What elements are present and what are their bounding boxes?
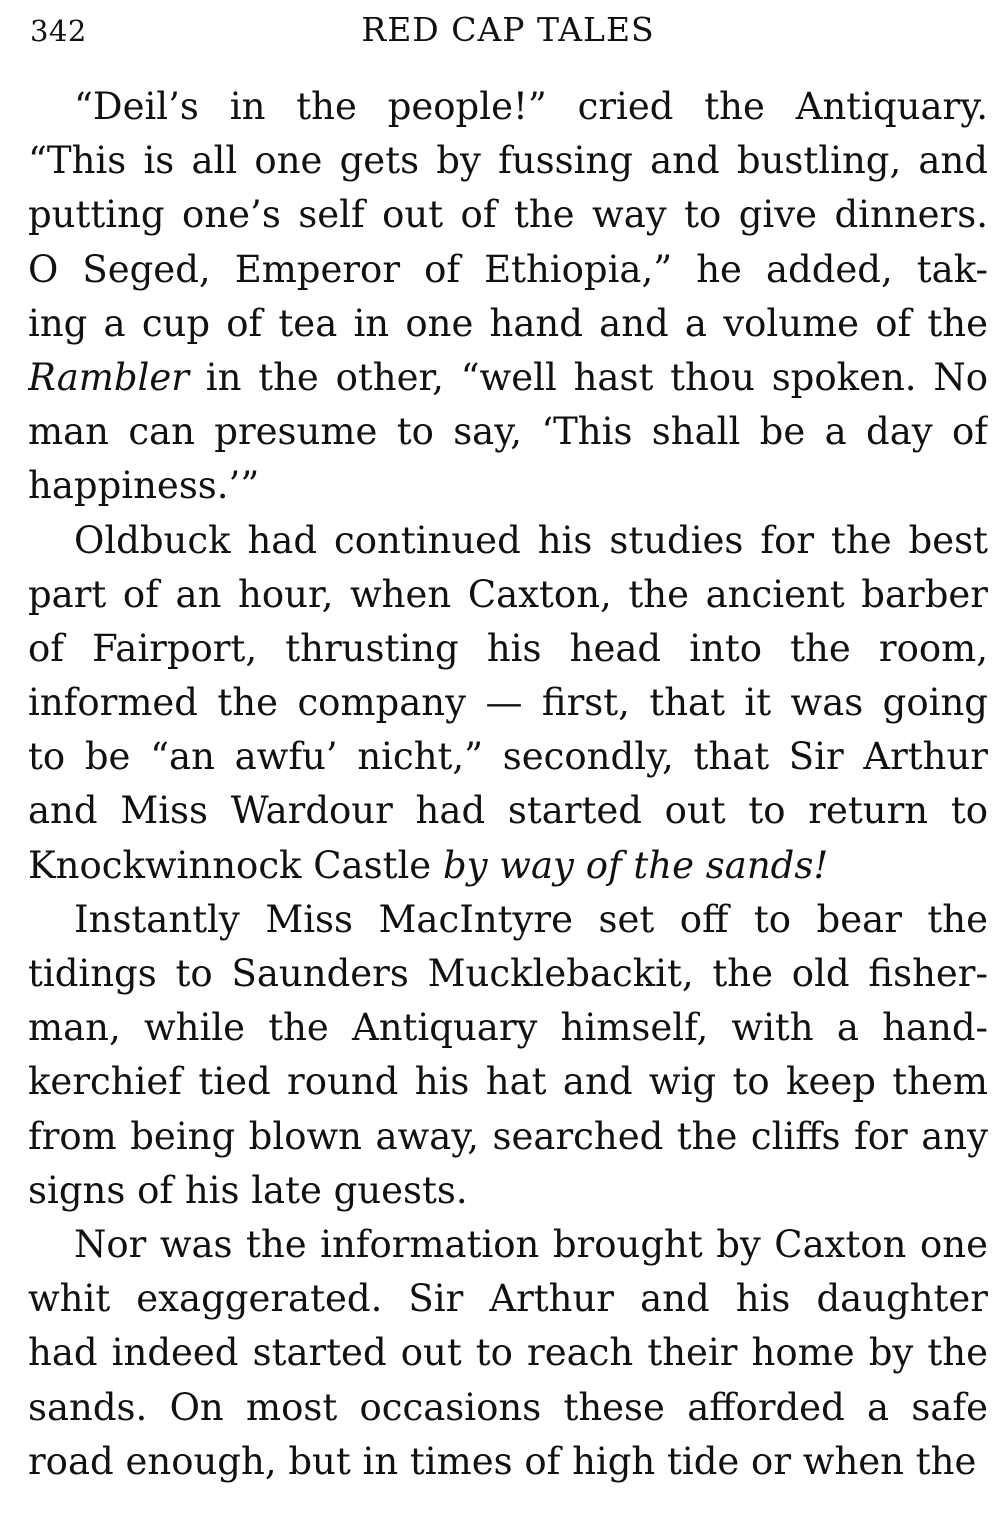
text-run: O Seged, Emperor of Ethiopia,” he added, tak- xyxy=(28,247,988,291)
text-line xyxy=(28,297,988,351)
text-run: informed the company — first, that it was going xyxy=(28,681,988,725)
text-run: Nor was the information brought by Caxton one xyxy=(74,1222,988,1266)
italic-text: by way of the sands! xyxy=(442,843,829,887)
text-line xyxy=(28,676,988,730)
text-line xyxy=(28,243,988,297)
text-line xyxy=(28,568,988,622)
text-line xyxy=(28,188,988,242)
text-run: Knockwinnock Castle xyxy=(28,843,443,887)
italic-text: Rambler xyxy=(28,355,189,399)
text-line xyxy=(28,784,988,838)
text-line xyxy=(28,1272,988,1326)
running-title: RED CAP TALES xyxy=(361,10,655,49)
text-line xyxy=(28,622,988,676)
text-line xyxy=(28,1381,988,1435)
text-line xyxy=(28,947,988,1001)
text-run: to be “an awfu’ nicht,” secondly, that Sir Arthur xyxy=(28,735,988,779)
text-line xyxy=(28,1435,988,1489)
paragraph xyxy=(28,80,988,514)
text-run: sands. On most occasions these afforded a safe xyxy=(28,1385,988,1429)
text-run: and Miss Wardour had started out to return to xyxy=(28,789,988,833)
text-run: happiness.’” xyxy=(28,464,260,508)
text-run: from being blown away, searched the cliffs for any xyxy=(28,1114,988,1158)
text-run: putting one’s self out of the way to give dinners. xyxy=(28,193,988,237)
text-run: “This is all one gets by fussing and bustling, and xyxy=(28,139,988,183)
text-line xyxy=(28,1110,988,1164)
text-line xyxy=(28,80,988,134)
running-head xyxy=(28,0,988,60)
text-line xyxy=(28,1164,988,1218)
page-number: 342 xyxy=(30,14,87,48)
text-run: Instantly Miss MacIntyre set off to bear the xyxy=(74,897,988,941)
text-line xyxy=(28,893,988,947)
text-line xyxy=(28,1001,988,1055)
text-run: tidings to Saunders Mucklebackit, the old fisher- xyxy=(28,952,988,995)
text-run: part of an hour, when Caxton, the ancient barber xyxy=(28,572,988,616)
paragraph xyxy=(28,514,988,893)
text-line xyxy=(28,459,988,513)
text-line xyxy=(28,405,988,459)
text-run: of Fairport, thrusting his head into the room, xyxy=(28,626,988,670)
text-run: had indeed started out to reach their home by the xyxy=(28,1331,988,1375)
text-run: ing a cup of tea in one hand and a volume of the xyxy=(28,301,988,345)
text-line xyxy=(28,730,988,784)
paragraph xyxy=(28,893,988,1218)
text-run: in the other, “well hast thou spoken. No xyxy=(188,355,988,399)
body-text xyxy=(28,80,988,1489)
text-line xyxy=(28,134,988,188)
text-run: man can presume to say, ‘This shall be a day of xyxy=(28,410,988,454)
text-line xyxy=(28,1326,988,1380)
text-line xyxy=(28,839,988,893)
text-run: road enough, but in times of high tide or when the xyxy=(28,1439,977,1483)
text-run: man, while the Antiquary himself, with a hand- xyxy=(28,1006,988,1050)
text-run: “Deil’s in the people!” cried the Antiquary. xyxy=(74,85,988,128)
text-line xyxy=(28,351,988,405)
text-line xyxy=(28,514,988,568)
paragraph xyxy=(28,1218,988,1489)
text-run: signs of his late guests. xyxy=(28,1168,468,1212)
text-run: kerchief tied round his hat and wig to keep them xyxy=(28,1060,988,1104)
book-page xyxy=(28,0,988,1516)
text-line xyxy=(28,1218,988,1272)
text-run: whit exaggerated. Sir Arthur and his daughter xyxy=(28,1277,988,1321)
text-run: Oldbuck had continued his studies for the best xyxy=(74,518,988,562)
text-line xyxy=(28,1055,988,1109)
